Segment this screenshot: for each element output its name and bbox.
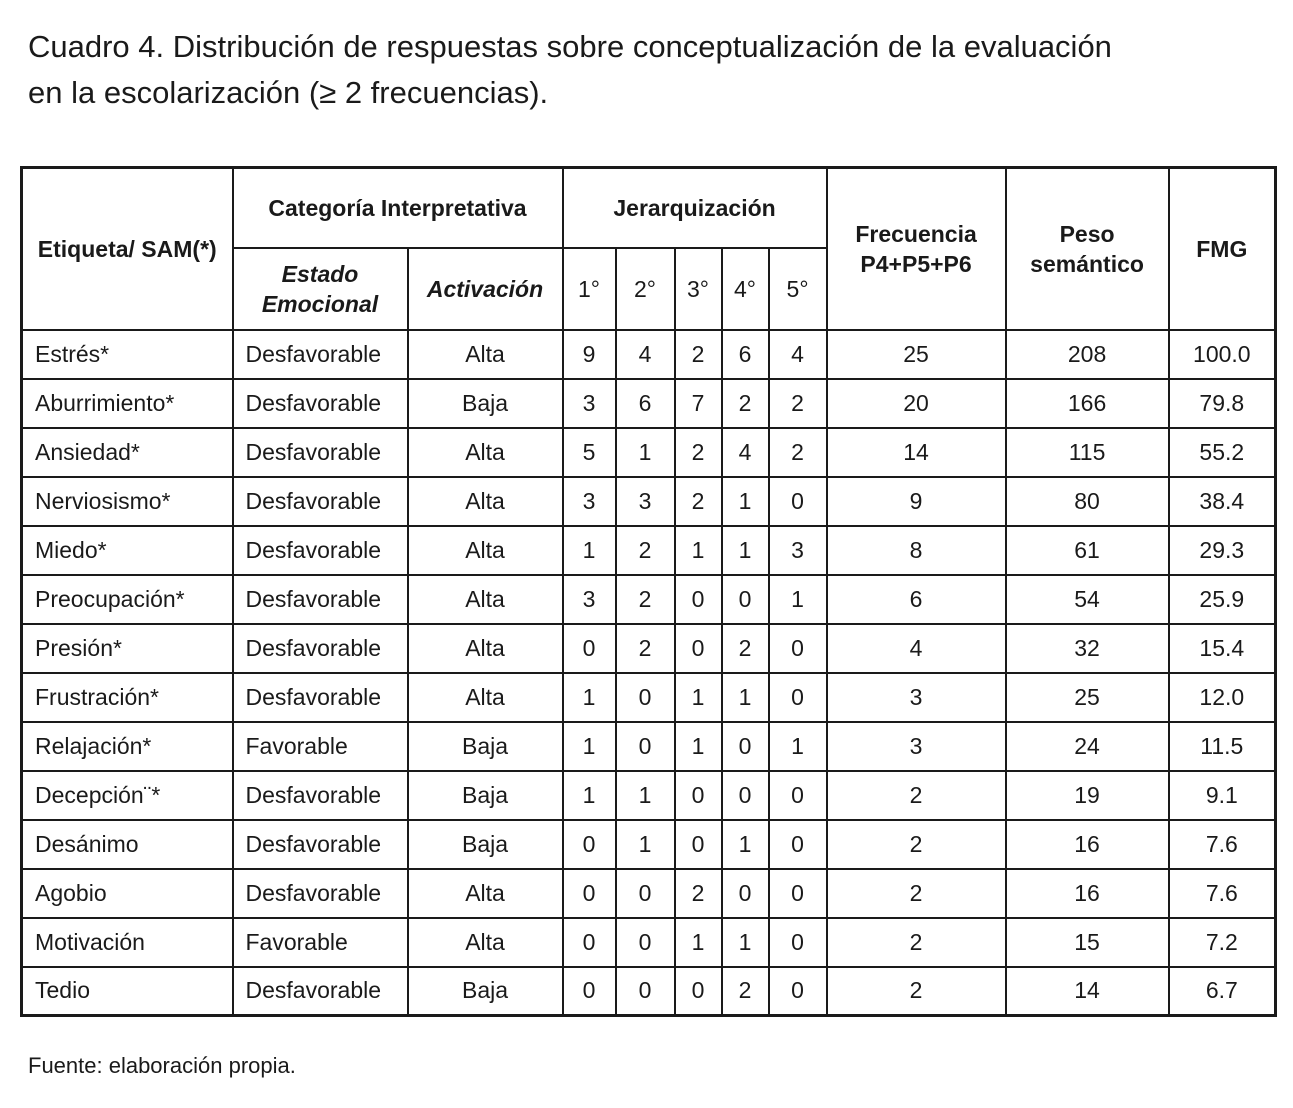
cell-fmg: 79.8: [1169, 379, 1276, 428]
cell-rank-3: 0: [675, 624, 722, 673]
cell-estado: Desfavorable: [233, 477, 408, 526]
cell-frecuencia: 9: [827, 477, 1006, 526]
cell-rank-3: 0: [675, 820, 722, 869]
cell-frecuencia: 2: [827, 820, 1006, 869]
cell-rank-1: 0: [563, 967, 616, 1016]
cell-frecuencia: 6: [827, 575, 1006, 624]
header-peso-line2: semántico: [1030, 250, 1144, 277]
cell-rank-1: 3: [563, 379, 616, 428]
cell-fmg: 100.0: [1169, 330, 1276, 379]
cell-rank-2: 1: [616, 820, 675, 869]
cell-activacion: Alta: [408, 330, 563, 379]
cell-rank-5: 0: [769, 673, 827, 722]
header-fmg: FMG: [1169, 168, 1276, 330]
cell-fmg: 7.2: [1169, 918, 1276, 967]
cell-rank-1: 1: [563, 673, 616, 722]
cell-fmg: 25.9: [1169, 575, 1276, 624]
cell-rank-3: 2: [675, 477, 722, 526]
cell-rank-4: 1: [722, 673, 769, 722]
cell-rank-4: 4: [722, 428, 769, 477]
cell-rank-5: 4: [769, 330, 827, 379]
table-row: [22, 526, 1276, 575]
table-row: [22, 820, 1276, 869]
cell-rank-2: 2: [616, 575, 675, 624]
cell-rank-2: 4: [616, 330, 675, 379]
cell-rank-1: 3: [563, 477, 616, 526]
cell-estado: Desfavorable: [233, 624, 408, 673]
table-row: [22, 673, 1276, 722]
cell-fmg: 55.2: [1169, 428, 1276, 477]
cell-etiqueta: Agobio: [22, 869, 233, 918]
cell-frecuencia: 4: [827, 624, 1006, 673]
header-order-2: 2°: [616, 248, 675, 330]
cell-rank-5: 0: [769, 477, 827, 526]
cell-frecuencia: 2: [827, 918, 1006, 967]
cell-etiqueta: Tedio: [22, 967, 233, 1016]
header-order-3: 3°: [675, 248, 722, 330]
cell-rank-5: 2: [769, 379, 827, 428]
table-body: [22, 330, 1276, 1016]
cell-activacion: Baja: [408, 379, 563, 428]
cell-etiqueta: Relajación*: [22, 722, 233, 771]
cell-frecuencia: 14: [827, 428, 1006, 477]
cell-frecuencia: 3: [827, 673, 1006, 722]
cell-rank-4: 2: [722, 967, 769, 1016]
table-row: [22, 477, 1276, 526]
cell-peso: 25: [1006, 673, 1169, 722]
caption-line-1: Cuadro 4. Distribución de respuestas sobre conceptualización de la evaluación: [28, 29, 1112, 64]
cell-rank-4: 0: [722, 869, 769, 918]
header-activacion: Activación: [408, 248, 563, 330]
cell-rank-1: 0: [563, 918, 616, 967]
cell-rank-5: 0: [769, 771, 827, 820]
cell-activacion: Alta: [408, 869, 563, 918]
cell-rank-1: 1: [563, 771, 616, 820]
cell-activacion: Alta: [408, 673, 563, 722]
table-caption: [28, 24, 1268, 116]
cell-fmg: 6.7: [1169, 967, 1276, 1016]
table-row: [22, 428, 1276, 477]
cell-rank-5: 0: [769, 967, 827, 1016]
cell-rank-4: 2: [722, 624, 769, 673]
cell-rank-3: 7: [675, 379, 722, 428]
cell-rank-3: 1: [675, 673, 722, 722]
cell-activacion: Baja: [408, 771, 563, 820]
cell-fmg: 15.4: [1169, 624, 1276, 673]
source-note: Fuente: elaboración propia.: [28, 1053, 296, 1078]
header-estado: Estado Emocional: [233, 248, 408, 330]
header-frecuencia-line1: Frecuencia: [855, 220, 977, 247]
cell-activacion: Alta: [408, 624, 563, 673]
cell-rank-4: 0: [722, 575, 769, 624]
cell-etiqueta: Estrés*: [22, 330, 233, 379]
cell-fmg: 11.5: [1169, 722, 1276, 771]
cell-peso: 115: [1006, 428, 1169, 477]
cell-rank-5: 1: [769, 575, 827, 624]
header-frecuencia: [827, 168, 1006, 330]
cell-rank-2: 0: [616, 918, 675, 967]
cell-estado: Desfavorable: [233, 330, 408, 379]
cell-rank-5: 0: [769, 869, 827, 918]
header-order-1: 1°: [563, 248, 616, 330]
cell-estado: Desfavorable: [233, 673, 408, 722]
cell-fmg: 9.1: [1169, 771, 1276, 820]
cell-estado: Desfavorable: [233, 575, 408, 624]
cell-etiqueta: Ansiedad*: [22, 428, 233, 477]
data-table: [20, 166, 1277, 1017]
cell-activacion: Baja: [408, 820, 563, 869]
cell-rank-5: 0: [769, 820, 827, 869]
header-etiqueta: Etiqueta/ SAM(*): [22, 168, 233, 330]
cell-rank-4: 1: [722, 477, 769, 526]
cell-rank-1: 0: [563, 869, 616, 918]
table-row: [22, 379, 1276, 428]
cell-peso: 19: [1006, 771, 1169, 820]
cell-activacion: Alta: [408, 575, 563, 624]
cell-rank-4: 0: [722, 771, 769, 820]
table-container: [20, 166, 1274, 1017]
cell-rank-1: 0: [563, 624, 616, 673]
cell-rank-3: 1: [675, 722, 722, 771]
cell-rank-3: 2: [675, 330, 722, 379]
cell-rank-3: 2: [675, 428, 722, 477]
cell-activacion: Alta: [408, 526, 563, 575]
cell-etiqueta: Preocupación*: [22, 575, 233, 624]
header-jerarquizacion: Jerarquización: [563, 168, 827, 248]
cell-frecuencia: 2: [827, 869, 1006, 918]
cell-frecuencia: 2: [827, 967, 1006, 1016]
cell-fmg: 29.3: [1169, 526, 1276, 575]
cell-rank-4: 0: [722, 722, 769, 771]
cell-fmg: 38.4: [1169, 477, 1276, 526]
cell-rank-4: 1: [722, 820, 769, 869]
cell-peso: 54: [1006, 575, 1169, 624]
cell-frecuencia: 8: [827, 526, 1006, 575]
cell-rank-1: 9: [563, 330, 616, 379]
table-row: [22, 918, 1276, 967]
table-header: [22, 168, 1276, 330]
header-categoria: Categoría Interpretativa: [233, 168, 563, 248]
cell-peso: 80: [1006, 477, 1169, 526]
cell-rank-2: 1: [616, 428, 675, 477]
cell-rank-3: 1: [675, 918, 722, 967]
cell-fmg: 12.0: [1169, 673, 1276, 722]
table-row: [22, 869, 1276, 918]
cell-rank-2: 0: [616, 967, 675, 1016]
cell-rank-2: 0: [616, 722, 675, 771]
cell-rank-3: 0: [675, 575, 722, 624]
cell-etiqueta: Aburrimiento*: [22, 379, 233, 428]
cell-activacion: Alta: [408, 428, 563, 477]
cell-estado: Desfavorable: [233, 379, 408, 428]
table-row: [22, 722, 1276, 771]
cell-activacion: Baja: [408, 967, 563, 1016]
caption-line-2: en la escolarización (≥ 2 frecuencias).: [28, 75, 549, 110]
cell-etiqueta: Nerviosismo*: [22, 477, 233, 526]
cell-frecuencia: 25: [827, 330, 1006, 379]
cell-activacion: Alta: [408, 918, 563, 967]
header-order-4: 4°: [722, 248, 769, 330]
cell-estado: Desfavorable: [233, 967, 408, 1016]
cell-rank-1: 5: [563, 428, 616, 477]
cell-rank-5: 2: [769, 428, 827, 477]
header-peso: [1006, 168, 1169, 330]
cell-peso: 16: [1006, 820, 1169, 869]
cell-rank-3: 0: [675, 771, 722, 820]
cell-etiqueta: Presión*: [22, 624, 233, 673]
cell-estado: Desfavorable: [233, 869, 408, 918]
cell-estado: Favorable: [233, 918, 408, 967]
cell-activacion: Alta: [408, 477, 563, 526]
cell-etiqueta: Desánimo: [22, 820, 233, 869]
cell-peso: 16: [1006, 869, 1169, 918]
cell-rank-2: 1: [616, 771, 675, 820]
cell-frecuencia: 3: [827, 722, 1006, 771]
table-row: [22, 575, 1276, 624]
cell-etiqueta: Frustración*: [22, 673, 233, 722]
cell-peso: 32: [1006, 624, 1169, 673]
cell-rank-2: 6: [616, 379, 675, 428]
cell-etiqueta: Motivación: [22, 918, 233, 967]
cell-rank-2: 0: [616, 869, 675, 918]
cell-peso: 208: [1006, 330, 1169, 379]
cell-etiqueta: Miedo*: [22, 526, 233, 575]
cell-rank-5: 0: [769, 918, 827, 967]
cell-peso: 15: [1006, 918, 1169, 967]
cell-rank-3: 0: [675, 967, 722, 1016]
cell-activacion: Baja: [408, 722, 563, 771]
cell-rank-1: 0: [563, 820, 616, 869]
cell-peso: 166: [1006, 379, 1169, 428]
cell-rank-4: 1: [722, 526, 769, 575]
cell-rank-2: 0: [616, 673, 675, 722]
cell-rank-5: 1: [769, 722, 827, 771]
cell-rank-1: 1: [563, 526, 616, 575]
cell-rank-2: 2: [616, 526, 675, 575]
cell-rank-4: 2: [722, 379, 769, 428]
cell-estado: Desfavorable: [233, 526, 408, 575]
header-peso-line1: Peso: [1059, 220, 1115, 247]
cell-peso: 61: [1006, 526, 1169, 575]
cell-etiqueta: Decepción¨*: [22, 771, 233, 820]
cell-rank-1: 1: [563, 722, 616, 771]
cell-peso: 24: [1006, 722, 1169, 771]
cell-rank-1: 3: [563, 575, 616, 624]
cell-rank-3: 1: [675, 526, 722, 575]
cell-rank-2: 3: [616, 477, 675, 526]
cell-estado: Desfavorable: [233, 820, 408, 869]
table-row: [22, 771, 1276, 820]
cell-estado: Desfavorable: [233, 771, 408, 820]
cell-fmg: 7.6: [1169, 869, 1276, 918]
cell-estado: Favorable: [233, 722, 408, 771]
cell-estado: Desfavorable: [233, 428, 408, 477]
cell-rank-3: 2: [675, 869, 722, 918]
header-frecuencia-line2: P4+P5+P6: [860, 250, 972, 277]
cell-rank-5: 0: [769, 624, 827, 673]
cell-rank-2: 2: [616, 624, 675, 673]
table-row: [22, 624, 1276, 673]
cell-frecuencia: 20: [827, 379, 1006, 428]
cell-rank-4: 6: [722, 330, 769, 379]
table-row: [22, 967, 1276, 1016]
cell-rank-4: 1: [722, 918, 769, 967]
cell-rank-5: 3: [769, 526, 827, 575]
cell-fmg: 7.6: [1169, 820, 1276, 869]
cell-peso: 14: [1006, 967, 1169, 1016]
cell-frecuencia: 2: [827, 771, 1006, 820]
header-order-5: 5°: [769, 248, 827, 330]
table-row: [22, 330, 1276, 379]
